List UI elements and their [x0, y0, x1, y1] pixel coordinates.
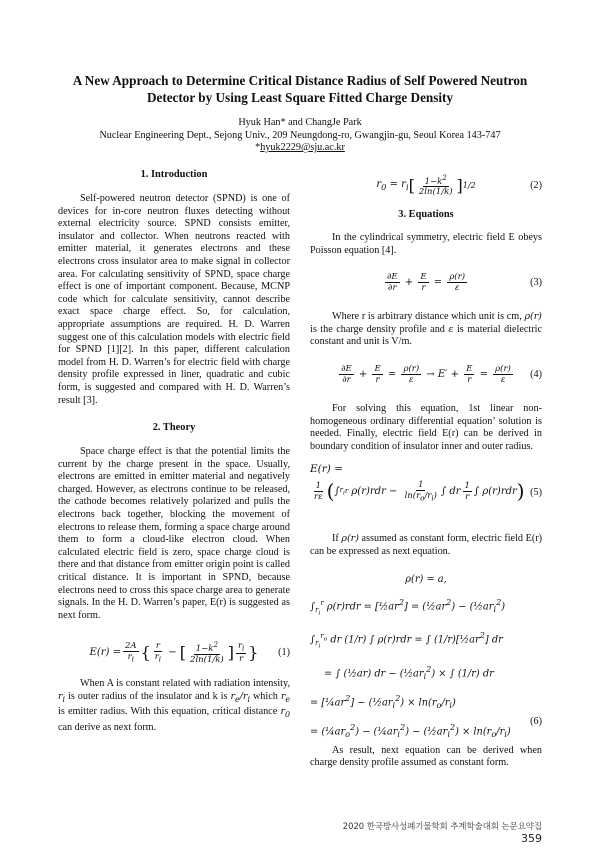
email-line: *hyuk2229@sju.ac.kr [255, 142, 345, 153]
equation-6: ρ(r) = a, $\int_{r_i}^r$ $\rho(r)rdr = [\frac{1}{2}ar^2]$ = $(\frac{1}{2}ar^2)$ − $(\frac{1}{2}ar_i^2)$ $\int_{r_i}^{r_o}$ dr (1/r) ∫ ρ(r)rdr = ∫ $(1/r)[\frac{1}{2}ar^2]$ dr = ∫ (½ar) dr − $(\frac{1}{2}ar_i^2)$ × ∫ (1/r) dr = $[\frac{1}{4}ar^2]$ − $(\frac{1}{2}ar_i^2) \times \ln(r_o/r_i)$ = $(\frac{1}{4}ar_o^2)$ − $(\frac{1}{4}ar_i^2)$ − $(\frac{1}{2}ar_i^2) \times \ln(r_o/r_i)$ (6) [310, 573, 542, 740]
equations-paragraph-5: As result, next equation can be derived when charge density profile assumed as constant form. [310, 744, 542, 769]
author-names: Hyuk Han* and ChangJe Park [238, 117, 362, 128]
footer-text: 2020 한국방사성폐기물학회 추계학술대회 논문요약집 [342, 821, 542, 831]
equation-number-3: (3) [530, 276, 542, 288]
affiliation: Nuclear Engineering Dept., Sejong Univ., 209 Neungdong-ro, Gwangjin-gu, Seoul Korea 143-747 [99, 129, 501, 141]
theory-paragraph: Space charge effect is that the potential limits the current by the charge present in the space. Usually, electrons are emitted in emitter material and negatively charged. However, as electrons continue to be released, the cathode becomes relatively polarized and pulls the electrons back together, blocking the movement of electrons to release them, forming a space charge around them to form a cloud-like electron cloud. When calculated electric field is zero, space charge cloud is there and that distance from emitter origin point is called critical distance. It is important in SPND, because electrons need to cross this space charge area to generate signals. In the H. D. Warren’s paper, E(r) is suggested as next form. [58, 446, 290, 621]
equations-paragraph-1: In the cylindrical symmetry, electric field E obeys Poisson equation [4]. [310, 232, 542, 256]
theory-paragraph-2: When A is constant related with radiation intensity, $r_i$ is outer radius of the insulator and k is $r_e/r_i$ which $r_e$ is emitter radius. With this equation, critical distance $r_0$ can derive as next form. [58, 678, 291, 733]
page-footer [320, 820, 542, 845]
equations-heading: 3. Equations [398, 209, 454, 220]
equations-paragraph-3: For solving this equation, 1st linear non-homogeneous ordinary differential equation’ solution is needed. Finally, electric field E(r) can be derived in boundary condition of insulator inner and outer radius. [310, 402, 542, 452]
intro-paragraph: Self-powered neutron detector (SPND) is one of devices for in-core neutron fluxes detecting without external electricity source. SPND consists emitter, insulator and collector. When neutrons reacted with emitter material, it generates electrons and these electrons cross insulator area to make signal in collector area. For calculating sensitivity of SPND, space charge effect is one of important component. Because, MCNP code which for calculate sensitivity, cannot describe exact space charge effect. So, for calculation, appropriate assumptions are required. H. D. Warren suggest one of this calculation models with electric field for SPND [1][2]. In this paper, different calculation model from H. D. Warren’s for electric field with charge density profile expressed in liner, quadratic and cubic form, is suggested and compared with H. D. Warren’s result [3]. [58, 193, 290, 406]
equation-number-5: (5) [530, 487, 542, 499]
intro-heading: 1. Introduction [140, 169, 208, 180]
equation-2: $r_0 = r_i$ [ $\frac{1-k^2}{2\ln(1/k)}$ ] 1/2 (2) [376, 172, 542, 198]
equation-1: E(r) = $\frac{2A}{r_i}$ { $\frac{r}{r_i}$ − [ $\frac{1-k^2}{2\ln(1/k)}$ ] $\frac{r_i}{r}$ } (1) [89, 639, 290, 665]
right-column [310, 168, 542, 770]
page-number: 359 [521, 832, 542, 845]
left-column [58, 168, 290, 735]
equation-3: $\frac{\partial E}{\partial r}$ + $\frac{E}{r}$ = $\frac{\rho(r)}{\varepsilon}$ (3) [386, 271, 542, 293]
author-block [60, 117, 540, 155]
equation-number-1: (1) [278, 646, 290, 658]
paper-title: A New Approach to Determine Critical Distance Radius of Self Powered Neutron Detector by Using Least Square Fitted Charge Density [72, 73, 528, 105]
theory-heading: 2. Theory [152, 422, 196, 434]
equation-4: $\frac{\partial E}{\partial r}$ + $\frac{E}{r}$ = $\frac{\rho(r)}{\varepsilon}$ → E′ + $\frac{E}{r}$ = $\frac{\rho(r)}{\varepsilon}$ (4) [341, 364, 542, 386]
equation-5: E(r) = $\frac{1}{r\varepsilon}$ ( ∫ $r_i$ r ρ(r)rdr − $\frac{1}{\ln(r_o/r_i)}$ ∫ dr $\frac{1}{r}$ ∫ ρ(r)rdr ) (5) [310, 463, 542, 504]
equations-paragraph-4: If ρ(r) assumed as constant form, electric field E(r) can be expressed as next equation. [310, 533, 542, 557]
equation-number-4: (4) [530, 369, 542, 381]
equations-paragraph-2: Where r is arbitrary distance which unit is cm, ρ(r) is the charge density profile and ε is material dielectric constant and unit is V/m. [310, 311, 542, 348]
equation-number-6: (6) [530, 715, 542, 727]
email-link[interactable]: hyuk2229@sju.ac.kr [260, 142, 345, 153]
equation-number-2: (2) [530, 179, 542, 191]
